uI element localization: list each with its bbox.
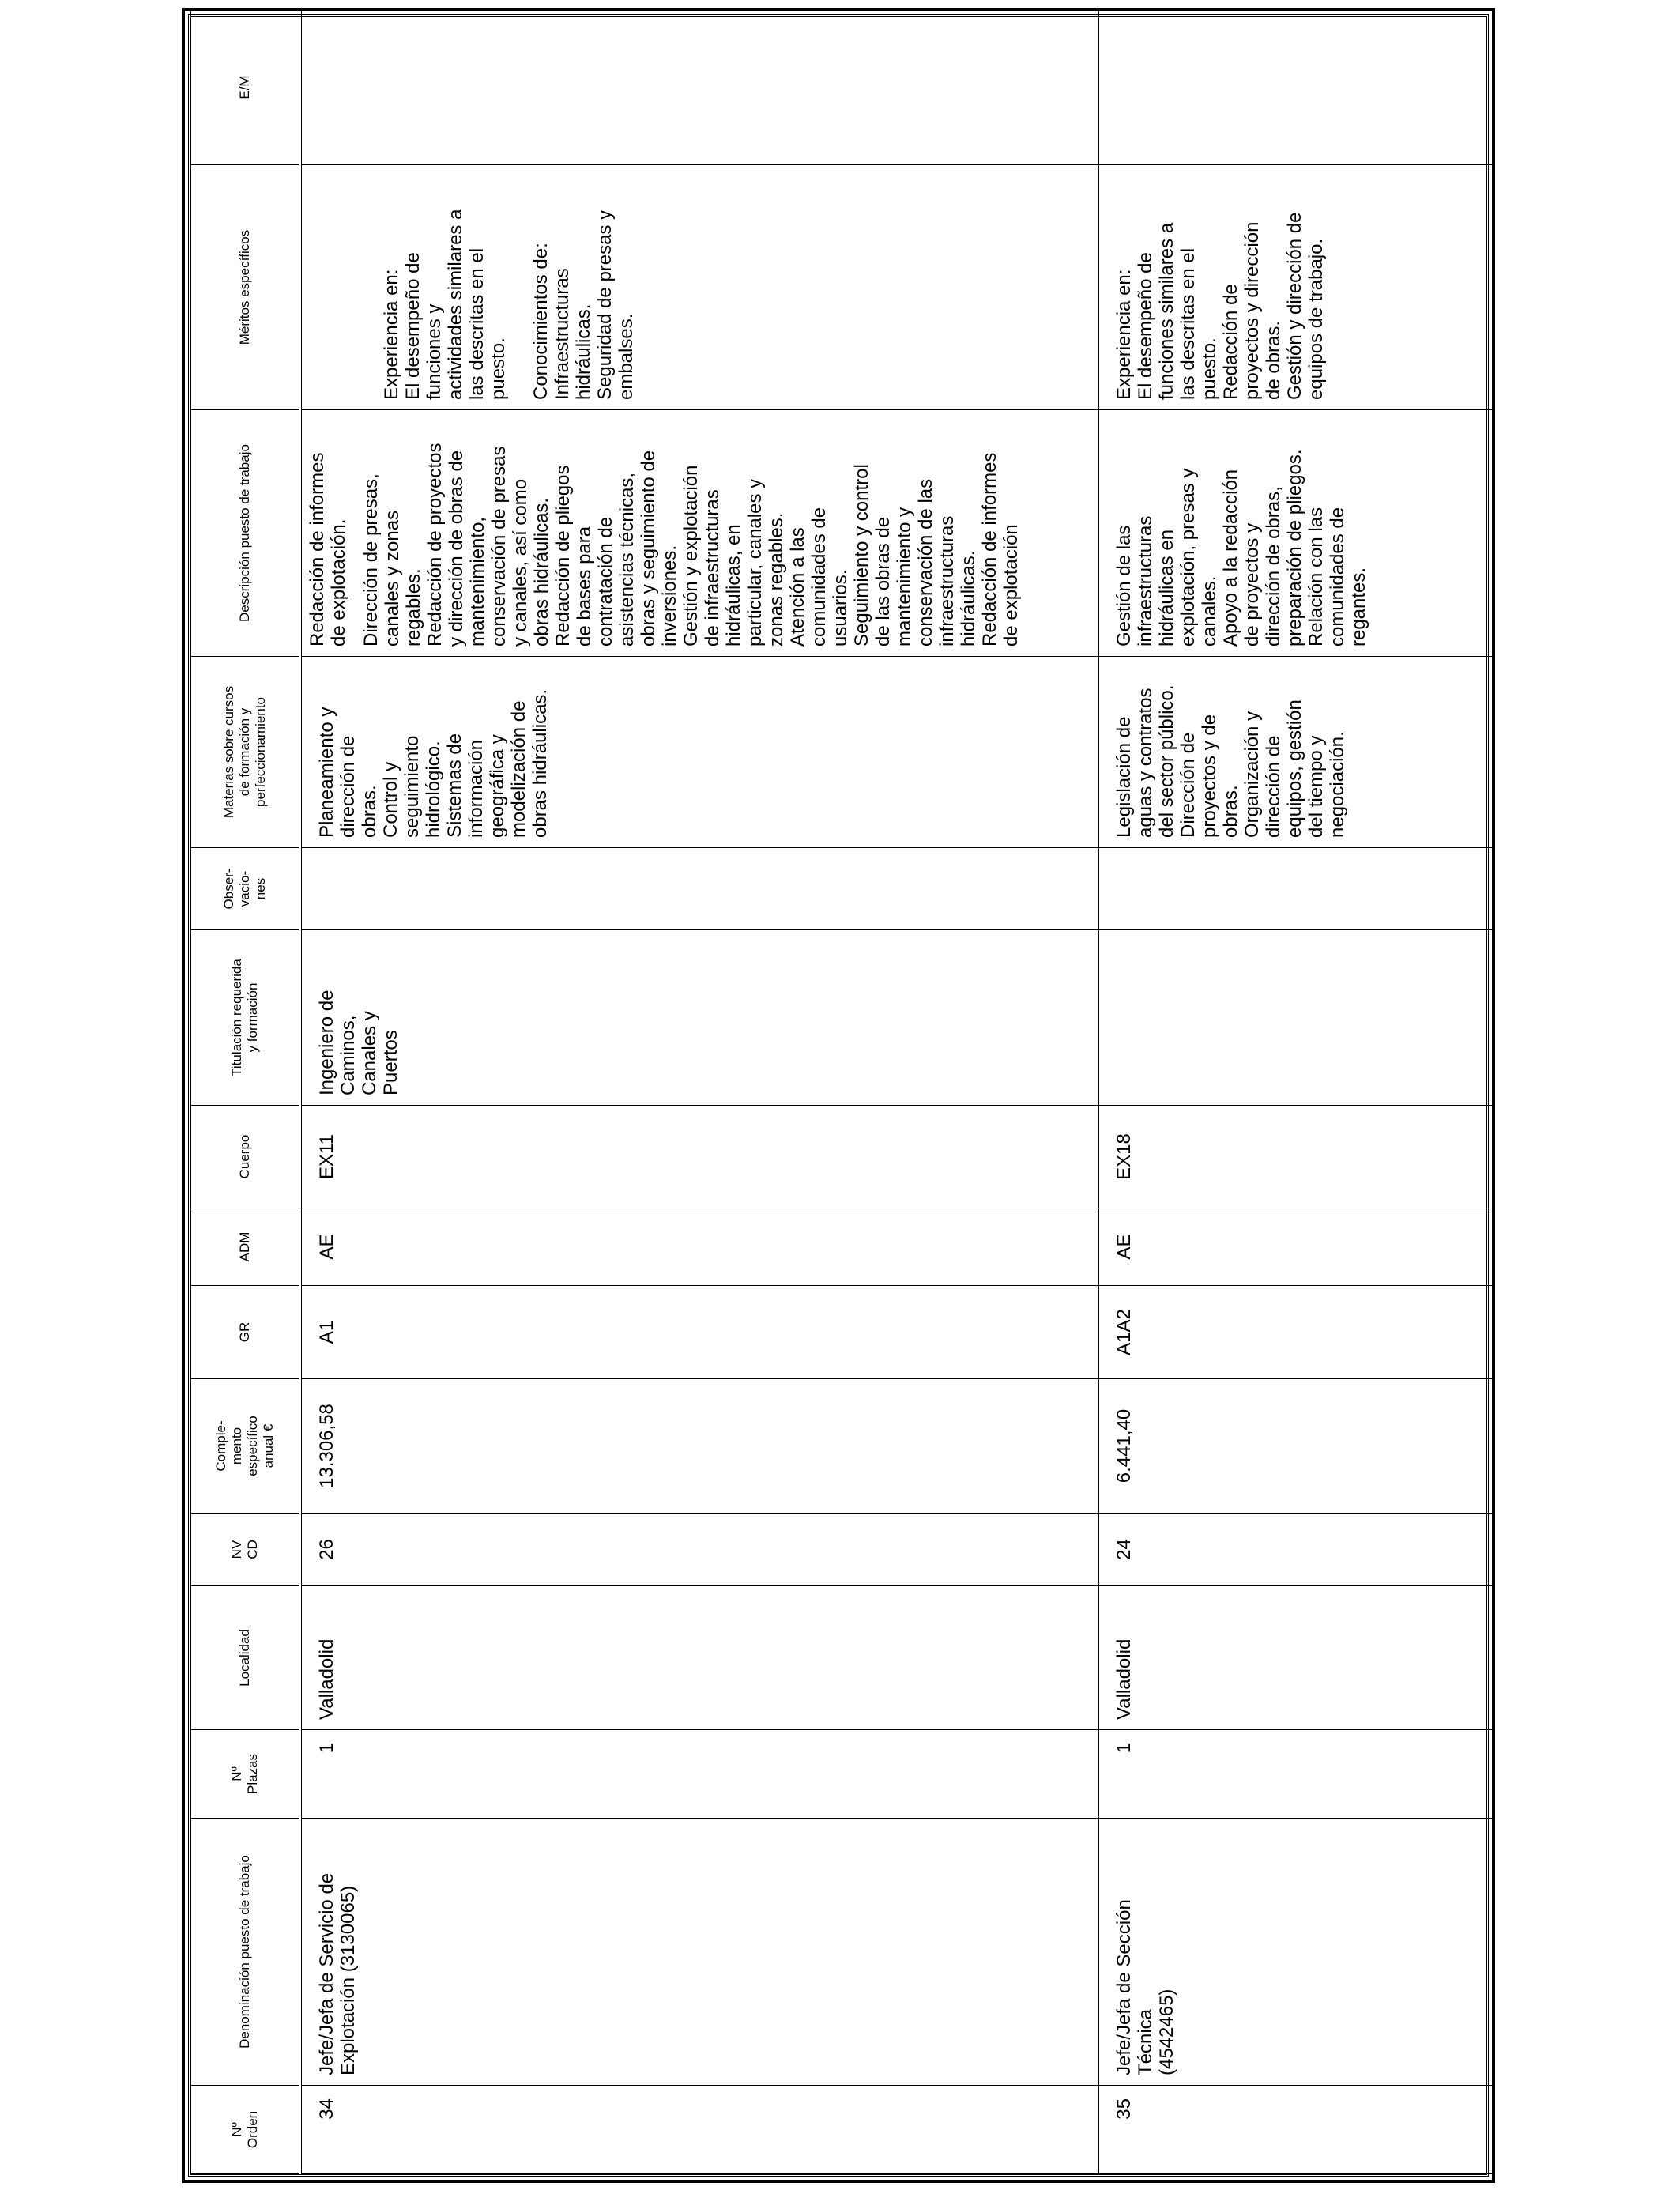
col-adm: ADM xyxy=(191,1208,301,1286)
meritos-cell: Experiencia en: El desempeño de funciones similares a las descritas en el puesto. Redacción de proyectos y dirección de obras. Gestión y dirección de equipos de trabajo. xyxy=(1113,212,1327,400)
meritos-cell: Experiencia en: El desempeño de funciones y actividades similares a las descritas en el puesto. Conocimientos de: Infraestructuras hidráulicas. Seguridad de presas y embalses. xyxy=(381,209,637,400)
observaciones-cell xyxy=(1099,848,1113,929)
col-localidad: Localidad xyxy=(191,1586,301,1730)
adm-cell: AE xyxy=(1113,1234,1135,1260)
materias-cell: Planeamiento y dirección de obras. Control y seguimiento hidrológico. Sistemas de información geográfica y modelización de obras hidráulicas. xyxy=(316,688,551,838)
materias-cell: Legislación de aguas y contratos del sector público. Dirección de proyectos y de obras. Organización y dirección de equipos, gestión del tiempo y negociación. xyxy=(1113,684,1348,838)
header-row xyxy=(191,10,301,2174)
col-nivel: NV CD xyxy=(191,1514,301,1586)
col-meritos: Méritos específicos xyxy=(191,165,301,410)
titulacion-cell xyxy=(1099,930,1113,1105)
col-complemento: Comple- mento específico anual € xyxy=(191,1379,301,1514)
descripcion-continuation: Redacción de informes de explotación. xyxy=(307,452,349,647)
col-grupo: GR xyxy=(191,1286,301,1379)
nivel-cell: 24 xyxy=(1113,1539,1135,1560)
denominacion-cell: Jefe/Jefa de Servicio de Explotación (3130065) xyxy=(316,1872,359,2075)
col-denominacion: Denominación puesto de trabajo xyxy=(191,1819,301,2086)
nivel-cell: 26 xyxy=(316,1539,337,1560)
job-positions-table xyxy=(190,9,1495,2174)
col-titulacion: Titulación requerida y formación xyxy=(191,930,301,1106)
cuerpo-cell: EX11 xyxy=(316,1134,337,1179)
titulacion-cell: Ingeniero de Caminos, Canales y Puertos xyxy=(316,990,401,1095)
adm-cell: AE xyxy=(316,1234,337,1260)
complemento-cell: 13.306,58 xyxy=(316,1404,337,1488)
localidad-cell: Valladolid xyxy=(1113,1638,1135,1720)
em-cell xyxy=(302,10,316,164)
col-plazas: Nº Plazas xyxy=(191,1730,301,1819)
col-descripcion: Descripción puesto de trabajo xyxy=(191,410,301,657)
plazas-cell: 1 xyxy=(1113,1743,1135,1754)
table-row-35 xyxy=(1098,10,1494,2174)
denominacion-cell: Jefe/Jefa de Sección Técnica (4542465) xyxy=(1113,1899,1177,2075)
plazas-cell: 1 xyxy=(316,1743,337,1754)
em-cell xyxy=(1099,10,1113,164)
grupo-cell: A1 xyxy=(316,1320,337,1344)
descripcion-cell: Gestión de las infraestructuras hidráulicas en explotación, presas y canales. Apoyo a la redacción de proyectos y dirección de obras, preparación de pliegos. Relación con las comunidades de regantes. xyxy=(1113,449,1369,647)
grupo-cell: A1A2 xyxy=(1113,1309,1135,1355)
col-materias: Materias sobre cursos de formación y perfeccionamiento xyxy=(191,657,301,848)
observaciones-cell xyxy=(302,848,316,929)
col-orden: Nº Orden xyxy=(191,2086,301,2174)
table-row-34 xyxy=(300,10,1098,2174)
descripcion-cell: Dirección de presas, canales y zonas regables. Redacción de proyectos y dirección de obras de mantenimiento, conservación de presas y canales, así como obras hidráulicas. Redacción de pliegos de bases para contratación de asistencias técnicas, obras y seguimiento de inversiones. Gestión y explotación de infraestructuras hidráulicas, en particular, canales y zonas regables. Atención a las comunidades de usuarios. Seguimiento y control de las obras de mantenimiento y conservación de las infraestructuras hidráulicas. Redacción de informes de explotación xyxy=(360,443,1022,647)
orden-cell: 34 xyxy=(316,2098,337,2120)
col-observaciones: Obser- vacio- nes xyxy=(191,848,301,930)
col-cuerpo: Cuerpo xyxy=(191,1106,301,1208)
orden-cell: 35 xyxy=(1113,2098,1135,2120)
job-positions-table-rotated xyxy=(188,14,1489,2177)
col-em: E/M xyxy=(191,10,301,165)
localidad-cell: Valladolid xyxy=(316,1638,337,1720)
cuerpo-cell: EX18 xyxy=(1113,1133,1135,1180)
complemento-cell: 6.441,40 xyxy=(1113,1408,1135,1483)
